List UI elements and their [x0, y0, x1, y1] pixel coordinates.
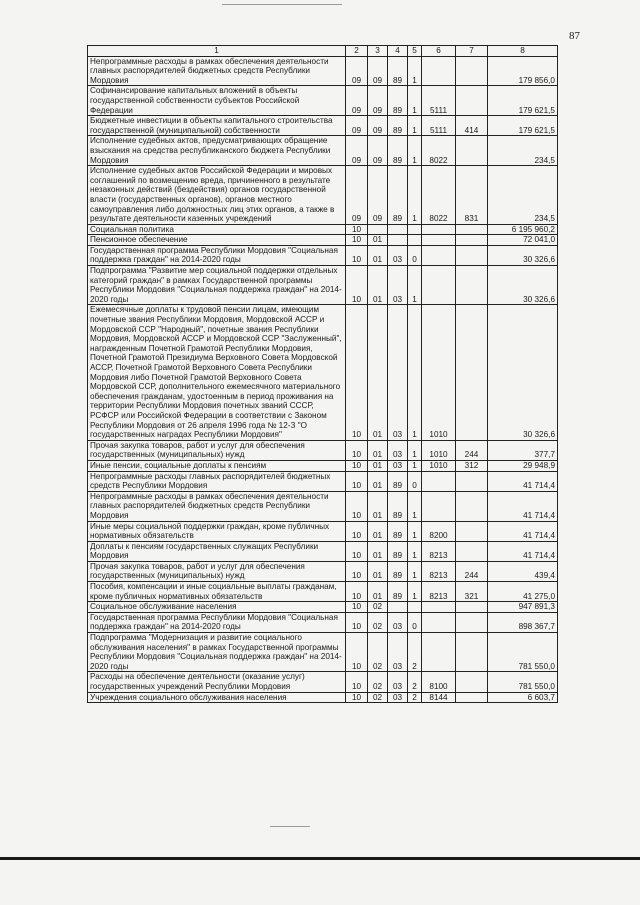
code-program: 89 — [388, 541, 408, 561]
col-header-7: 7 — [456, 46, 488, 57]
row-amount: 439,4 — [488, 561, 558, 581]
code-expense-type — [456, 224, 488, 235]
code-subprogram: 1 — [408, 86, 422, 116]
table-row — [88, 491, 558, 521]
code-subsection: 01 — [368, 582, 388, 602]
row-name: Непрограммные расходы в рамках обеспечения деятельности главных распорядителей бюджетных средств Республики Мордовия — [88, 56, 346, 86]
code-expense-type — [456, 56, 488, 86]
table-row — [88, 440, 558, 460]
row-amount: 179 856,0 — [488, 56, 558, 86]
row-name: Непрограммные расходы в рамках обеспечения деятельности главных распорядителей бюджетных средств Республики Мордовия — [88, 491, 346, 521]
code-section: 10 — [346, 460, 368, 471]
row-amount: 41 714,4 — [488, 491, 558, 521]
code-expense-type — [456, 521, 488, 541]
code-target — [422, 56, 456, 86]
code-subsection: 01 — [368, 305, 388, 440]
code-expense-type — [456, 305, 488, 440]
code-target: 8100 — [422, 672, 456, 692]
code-expense-type: 321 — [456, 582, 488, 602]
code-expense-type — [456, 602, 488, 613]
code-program: 03 — [388, 440, 408, 460]
code-section: 10 — [346, 692, 368, 703]
row-name: Государственная программа Республики Мордовия "Социальная поддержка граждан" на 2014-2020 годы — [88, 612, 346, 632]
code-expense-type — [456, 633, 488, 672]
table-row — [88, 582, 558, 602]
table-row — [88, 471, 558, 491]
code-program: 89 — [388, 86, 408, 116]
row-name: Социальное обслуживание населения — [88, 602, 346, 613]
row-amount: 6 603,7 — [488, 692, 558, 703]
code-section: 10 — [346, 471, 368, 491]
code-program: 89 — [388, 56, 408, 86]
code-program: 89 — [388, 136, 408, 166]
scan-mark — [222, 4, 342, 5]
code-program: 03 — [388, 266, 408, 305]
table-body — [88, 56, 558, 703]
code-program: 03 — [388, 672, 408, 692]
code-subsection: 02 — [368, 612, 388, 632]
code-program: 89 — [388, 471, 408, 491]
code-expense-type — [456, 541, 488, 561]
code-section: 10 — [346, 266, 368, 305]
code-program: 03 — [388, 692, 408, 703]
row-name: Подпрограмма "Развитие мер социальной поддержки отдельных категорий граждан" в рамках Государственной программы Республики Мордовия "Социальная поддержка граждан" на 2014-2020 годы — [88, 266, 346, 305]
row-name: Пособия, компенсации и иные социальные выплаты гражданам, кроме публичных нормативных обязательств — [88, 582, 346, 602]
row-amount: 234,5 — [488, 136, 558, 166]
code-section: 10 — [346, 235, 368, 246]
code-target: 1010 — [422, 305, 456, 440]
scan-mark — [270, 826, 310, 827]
row-name: Государственная программа Республики Мордовия "Социальная поддержка граждан" на 2014-2020 годы — [88, 245, 346, 265]
code-target — [422, 491, 456, 521]
code-section: 10 — [346, 440, 368, 460]
table-row — [88, 166, 558, 225]
code-target: 1010 — [422, 460, 456, 471]
code-subsection: 09 — [368, 166, 388, 225]
code-section: 10 — [346, 224, 368, 235]
row-amount: 781 550,0 — [488, 672, 558, 692]
code-expense-type — [456, 672, 488, 692]
code-subsection: 09 — [368, 86, 388, 116]
code-target: 5111 — [422, 86, 456, 116]
row-amount: 41 714,4 — [488, 521, 558, 541]
code-expense-type — [456, 235, 488, 246]
row-amount: 377,7 — [488, 440, 558, 460]
row-name: Софинансирование капитальных вложений в объекты государственной собственности субъектов Российской Федерации — [88, 86, 346, 116]
code-expense-type: 244 — [456, 561, 488, 581]
code-subprogram: 1 — [408, 305, 422, 440]
code-subprogram: 1 — [408, 491, 422, 521]
table-row — [88, 521, 558, 541]
code-section: 09 — [346, 166, 368, 225]
code-program: 89 — [388, 521, 408, 541]
code-program: 03 — [388, 305, 408, 440]
code-subprogram: 1 — [408, 541, 422, 561]
table-row — [88, 56, 558, 86]
code-expense-type: 312 — [456, 460, 488, 471]
code-subsection: 02 — [368, 633, 388, 672]
row-name: Социальная политика — [88, 224, 346, 235]
code-subsection: 01 — [368, 561, 388, 581]
row-name: Исполнение судебных актов Российской Федерации и мировых соглашений по возмещению вреда, причиненного в результате незаконных действий (бездействия) органов государственной власти (государственных органов), органов местного самоуправления либо должностных лиц этих органов, а также в результате деятельности казенных учреждений — [88, 166, 346, 225]
code-subsection: 02 — [368, 672, 388, 692]
code-section: 10 — [346, 672, 368, 692]
code-program: 03 — [388, 612, 408, 632]
code-section: 09 — [346, 86, 368, 116]
table-header-row — [88, 46, 558, 57]
code-target: 8213 — [422, 541, 456, 561]
code-subsection: 01 — [368, 245, 388, 265]
code-expense-type — [456, 266, 488, 305]
row-name: Учреждения социального обслуживания населения — [88, 692, 346, 703]
row-amount: 234,5 — [488, 166, 558, 225]
code-subprogram: 1 — [408, 266, 422, 305]
table-row — [88, 116, 558, 136]
code-section: 10 — [346, 491, 368, 521]
budget-table — [87, 45, 558, 703]
code-program — [388, 235, 408, 246]
code-program: 89 — [388, 116, 408, 136]
code-section: 10 — [346, 633, 368, 672]
row-name: Прочая закупка товаров, работ и услуг для обеспечения государственных (муниципальных) нужд — [88, 561, 346, 581]
code-program: 89 — [388, 166, 408, 225]
code-target — [422, 612, 456, 632]
code-program: 03 — [388, 633, 408, 672]
code-subsection: 01 — [368, 491, 388, 521]
row-amount: 898 367,7 — [488, 612, 558, 632]
row-amount: 41 275,0 — [488, 582, 558, 602]
code-subsection: 01 — [368, 235, 388, 246]
code-target: 8213 — [422, 561, 456, 581]
table-row — [88, 612, 558, 632]
row-amount: 179 621,5 — [488, 86, 558, 116]
row-amount: 30 326,6 — [488, 245, 558, 265]
code-program — [388, 602, 408, 613]
code-expense-type — [456, 491, 488, 521]
code-subsection: 01 — [368, 521, 388, 541]
row-name: Прочая закупка товаров, работ и услуг для обеспечения государственных (муниципальных) нужд — [88, 440, 346, 460]
col-header-6: 6 — [422, 46, 456, 57]
code-section: 09 — [346, 116, 368, 136]
row-amount: 30 326,6 — [488, 305, 558, 440]
code-expense-type — [456, 245, 488, 265]
row-name: Исполнение судебных актов, предусматривающих обращение взыскания на средства республиканского бюджета Республики Мордовия — [88, 136, 346, 166]
code-target — [422, 602, 456, 613]
table-row — [88, 633, 558, 672]
row-name: Иные меры социальной поддержки граждан, кроме публичных нормативных обязательств — [88, 521, 346, 541]
code-target — [422, 633, 456, 672]
code-subprogram: 0 — [408, 471, 422, 491]
code-target: 8213 — [422, 582, 456, 602]
row-name: Бюджетные инвестиции в объекты капитального строительства государственной (муниципальной) собственности — [88, 116, 346, 136]
col-header-2: 2 — [346, 46, 368, 57]
code-program: 89 — [388, 561, 408, 581]
code-expense-type — [456, 471, 488, 491]
code-expense-type: 414 — [456, 116, 488, 136]
code-subprogram: 1 — [408, 460, 422, 471]
table-row — [88, 86, 558, 116]
code-section: 10 — [346, 612, 368, 632]
code-subsection: 09 — [368, 56, 388, 86]
code-target: 8022 — [422, 136, 456, 166]
code-subsection — [368, 224, 388, 235]
page-number: 87 — [569, 30, 580, 42]
code-subprogram: 1 — [408, 521, 422, 541]
code-expense-type — [456, 136, 488, 166]
code-section: 10 — [346, 602, 368, 613]
table-row — [88, 224, 558, 235]
code-target: 8144 — [422, 692, 456, 703]
code-expense-type: 244 — [456, 440, 488, 460]
code-program: 03 — [388, 460, 408, 471]
code-section: 09 — [346, 56, 368, 86]
scan-edge-line — [0, 857, 640, 860]
row-amount: 29 948,9 — [488, 460, 558, 471]
code-expense-type — [456, 692, 488, 703]
code-subprogram — [408, 224, 422, 235]
code-subsection: 01 — [368, 471, 388, 491]
code-subsection: 01 — [368, 440, 388, 460]
code-subsection: 09 — [368, 136, 388, 166]
code-target — [422, 245, 456, 265]
code-subprogram: 0 — [408, 245, 422, 265]
col-header-8: 8 — [488, 46, 558, 57]
row-amount: 72 041,0 — [488, 235, 558, 246]
code-target: 1010 — [422, 440, 456, 460]
row-amount: 41 714,4 — [488, 541, 558, 561]
code-section: 10 — [346, 561, 368, 581]
code-subprogram: 1 — [408, 136, 422, 166]
code-expense-type — [456, 86, 488, 116]
code-target: 8022 — [422, 166, 456, 225]
code-section: 10 — [346, 245, 368, 265]
table-row — [88, 602, 558, 613]
row-amount: 781 550,0 — [488, 633, 558, 672]
code-subprogram — [408, 235, 422, 246]
code-subsection: 02 — [368, 692, 388, 703]
col-header-3: 3 — [368, 46, 388, 57]
code-subsection: 09 — [368, 116, 388, 136]
col-header-4: 4 — [388, 46, 408, 57]
code-subsection: 02 — [368, 602, 388, 613]
table-row — [88, 266, 558, 305]
table-row — [88, 305, 558, 440]
row-amount: 41 714,4 — [488, 471, 558, 491]
code-subsection: 01 — [368, 460, 388, 471]
code-subprogram: 1 — [408, 116, 422, 136]
code-subsection: 01 — [368, 541, 388, 561]
code-expense-type: 831 — [456, 166, 488, 225]
code-program: 89 — [388, 491, 408, 521]
row-name: Доплаты к пенсиям государственных служащих Республики Мордовия — [88, 541, 346, 561]
row-amount: 6 195 960,2 — [488, 224, 558, 235]
code-target: 5111 — [422, 116, 456, 136]
row-amount: 179 621,5 — [488, 116, 558, 136]
table-row — [88, 136, 558, 166]
code-expense-type — [456, 612, 488, 632]
table-row — [88, 692, 558, 703]
code-subprogram: 0 — [408, 612, 422, 632]
code-section: 10 — [346, 541, 368, 561]
code-program: 03 — [388, 245, 408, 265]
code-section: 09 — [346, 136, 368, 166]
code-subprogram: 2 — [408, 692, 422, 703]
row-name: Расходы на обеспечение деятельности (оказание услуг) государственных учреждений Республики Мордовия — [88, 672, 346, 692]
code-target — [422, 224, 456, 235]
code-subprogram: 1 — [408, 166, 422, 225]
code-subsection: 01 — [368, 266, 388, 305]
code-subprogram — [408, 602, 422, 613]
row-name: Пенсионное обеспечение — [88, 235, 346, 246]
code-subprogram: 2 — [408, 672, 422, 692]
table-row — [88, 460, 558, 471]
code-section: 10 — [346, 305, 368, 440]
table-row — [88, 245, 558, 265]
code-section: 10 — [346, 582, 368, 602]
row-name: Подпрограмма "Модернизация и развитие социального обслуживания населения" в рамках Государственной программы Республики Мордовия "Социальная поддержка граждан" на 2014-2020 годы — [88, 633, 346, 672]
code-subprogram: 1 — [408, 56, 422, 86]
code-target — [422, 471, 456, 491]
row-name: Непрограммные расходы главных распорядителей бюджетных средств Республики Мордовия — [88, 471, 346, 491]
code-section: 10 — [346, 521, 368, 541]
col-header-1: 1 — [88, 46, 346, 57]
table-row — [88, 561, 558, 581]
code-subprogram: 1 — [408, 561, 422, 581]
code-subprogram: 1 — [408, 440, 422, 460]
code-target — [422, 266, 456, 305]
row-amount: 30 326,6 — [488, 266, 558, 305]
table-row — [88, 672, 558, 692]
row-amount: 947 891,3 — [488, 602, 558, 613]
code-subprogram: 1 — [408, 582, 422, 602]
row-name: Иные пенсии, социальные доплаты к пенсиям — [88, 460, 346, 471]
table-row — [88, 235, 558, 246]
table-row — [88, 541, 558, 561]
code-subprogram: 2 — [408, 633, 422, 672]
code-target — [422, 235, 456, 246]
code-target: 8200 — [422, 521, 456, 541]
code-program: 89 — [388, 582, 408, 602]
col-header-5: 5 — [408, 46, 422, 57]
code-program — [388, 224, 408, 235]
row-name: Ежемесячные доплаты к трудовой пенсии лицам, имеющим почетные звания Республики Мордовия, Мордовской АССР и Мордовской ССР "Народный", почетные звания Республики Мордовия, Мордовской АССР и Мордовской ССР "Заслуженный", награжденным Почетной Грамотой Республики Мордовия, Почетной Грамотой Президиума Верховного Совета Мордовской АССР, Почетной Грамотой Верховного Совета Республики Мордовия либо Почетной Грамотой Верховного Совета Мордовской ССР, дополнительного ежемесячного материального обеспечения гражданам, удостоенным в период проживания на территории Республики Мордовия почетных званий СССР, РСФСР или Российской Федерации в соответствии с Законом Республики Мордовия от 26 апреля 1996 года № 12-З "О государственных наградах Республики Мордовия" — [88, 305, 346, 440]
